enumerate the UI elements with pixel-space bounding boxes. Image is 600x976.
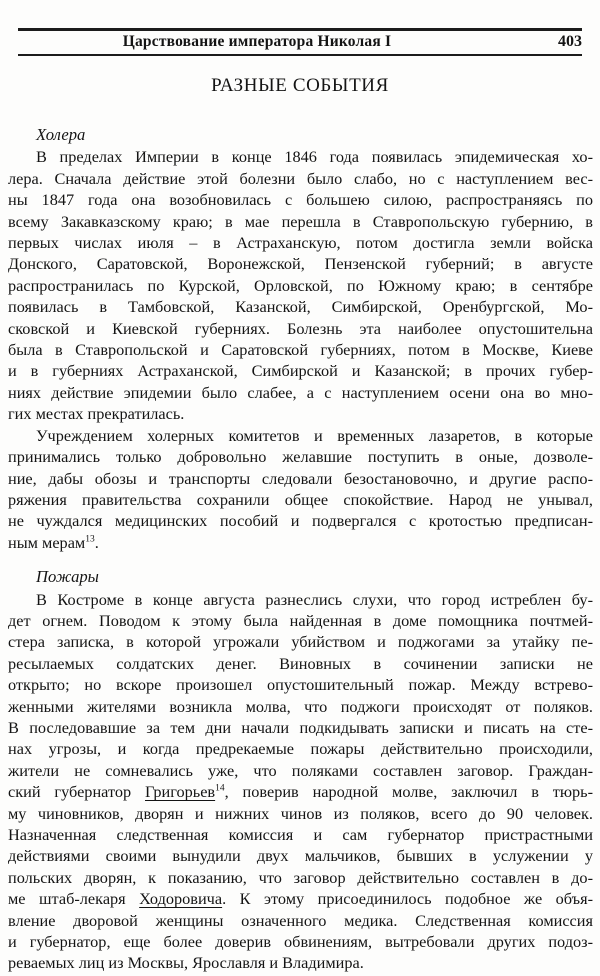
text-line: ниях действие эпидемии было слабее, а с наступлением осени она во мно-	[8, 382, 593, 402]
text-line: му чиновников, дворян и нижних чинов из поляков, всего до 90 человек.	[8, 803, 593, 823]
text-line: вление дворовой женщины означенного медика. Следственная комиссия	[8, 910, 593, 930]
text-line: дет огнем. Поводом к этому была найденная в доме помощника почтмей-	[8, 610, 593, 630]
text-line: В пределах Империи в конце 1846 года появилась эпидемическая хо-	[36, 147, 593, 167]
text-line: Донского, Саратовской, Воронежской, Пензенской губерний; в августе	[8, 254, 593, 274]
text-line: распространилась по Курской, Орловской, по Южному краю; в сентябре	[8, 275, 593, 295]
text-line: гих местах прекратилась.	[8, 404, 185, 424]
text-line: первых числах июля – в Астраханскую, потом достигла земли войска	[8, 233, 593, 253]
text-line: ряжения правительства сохранили общее спокойствие. Народ не унывал,	[8, 489, 593, 509]
text-line: польских дворян, к показанию, что заговор действительно составлен в до-	[8, 867, 593, 887]
text-line: ский губернатор Григорьев$^{14}$, поверив народной молве, заключил в тюрь-	[8, 782, 593, 802]
chapter-title: РАЗНЫЕ СОБЫТИЯ	[211, 75, 389, 96]
text-line: сковской и Киевской губерниях. Болезнь эта наиболее опустошительна	[8, 318, 593, 338]
text-line: нах угрозы, и когда предрекаемые пожары действительно происходили,	[8, 739, 593, 759]
text-line: реваемых лиц из Москвы, Ярославля и Владимира.	[8, 953, 364, 973]
text-line: ным мерам$^{13}$.	[8, 532, 99, 552]
text-line: ние, дабы обозы и транспорты следовали безостановочно, и другие распо-	[8, 468, 593, 488]
text-line: всему Закавказскому краю; в мае перешла в Ставропольскую губернию, в	[8, 211, 593, 231]
text-line: и в губерниях Астраханской, Симбирской и Казанской; в прочих губер-	[8, 361, 593, 381]
text-line: Учреждением холерных комитетов и временных лазаретов, в которые	[36, 425, 593, 445]
text-line: женными жителями возникла молва, что поджоги происходят от поляков.	[8, 696, 593, 716]
text-line: принимались только добровольно желавшие поступить в оные, дозволе-	[8, 447, 593, 467]
text-line: лера. Сначала действие этой болезни было слабо, но с наступлением вес-	[8, 168, 593, 188]
text-line: ме штаб-лекаря Ходоровича. К этому присоединилось подобное же объя-	[8, 889, 594, 909]
text-line: В последовавшие за тем дни начали подкидывать записки и писать на сте-	[8, 717, 593, 737]
text-line: Назначенная следственная комиссия и сам губернатор пристрастными	[8, 825, 593, 844]
text-line: жители не сомневались уже, что поляками составлен заговор. Граждан-	[8, 760, 593, 780]
text-line: ресылаемых солдатских денег. Виновных в сочинении записки не	[8, 653, 593, 673]
text-line: В Костроме в конце августа разнеслись слухи, что город истреблен бу-	[36, 589, 593, 609]
section-heading-cholera: Холера	[36, 125, 86, 144]
text-line: была в Ставропольской и Саратовской губерниях, потом в Москве, Киеве	[8, 340, 593, 360]
running-head	[18, 28, 582, 56]
running-head-title: Царствование императора Николая I	[122, 33, 392, 50]
text-line: и губернатор, еще более доверив обвинениям, вытребовали других подоз-	[8, 932, 593, 952]
text-line: ны 1847 года она возобновилась с большею силою, распространяясь по	[8, 190, 593, 210]
text-line: стера записка, в которой угрожали убийством и поджогами за утайку пе-	[8, 632, 593, 652]
section-heading-fires: Пожары	[36, 567, 99, 587]
text-line: действиями своими вынудили двух мальчиков, бывших в услужении у	[8, 846, 593, 866]
paragraph-cholera-1	[8, 146, 593, 424]
text-line: не чуждался медицинских пособий и подвергался с кротостью предписан-	[8, 511, 593, 531]
page-number: 403	[558, 33, 582, 50]
text-line: появилась в Тамбовской, Казанской, Симбирской, Оренбургской, Мо-	[8, 297, 593, 317]
text-line: открыто; но вскоре произошел опустошительный пожар. Между встрево-	[8, 675, 593, 695]
paragraph-cholera-2	[8, 425, 593, 553]
text-block	[8, 124, 593, 974]
paragraph-fires-1	[8, 589, 593, 974]
